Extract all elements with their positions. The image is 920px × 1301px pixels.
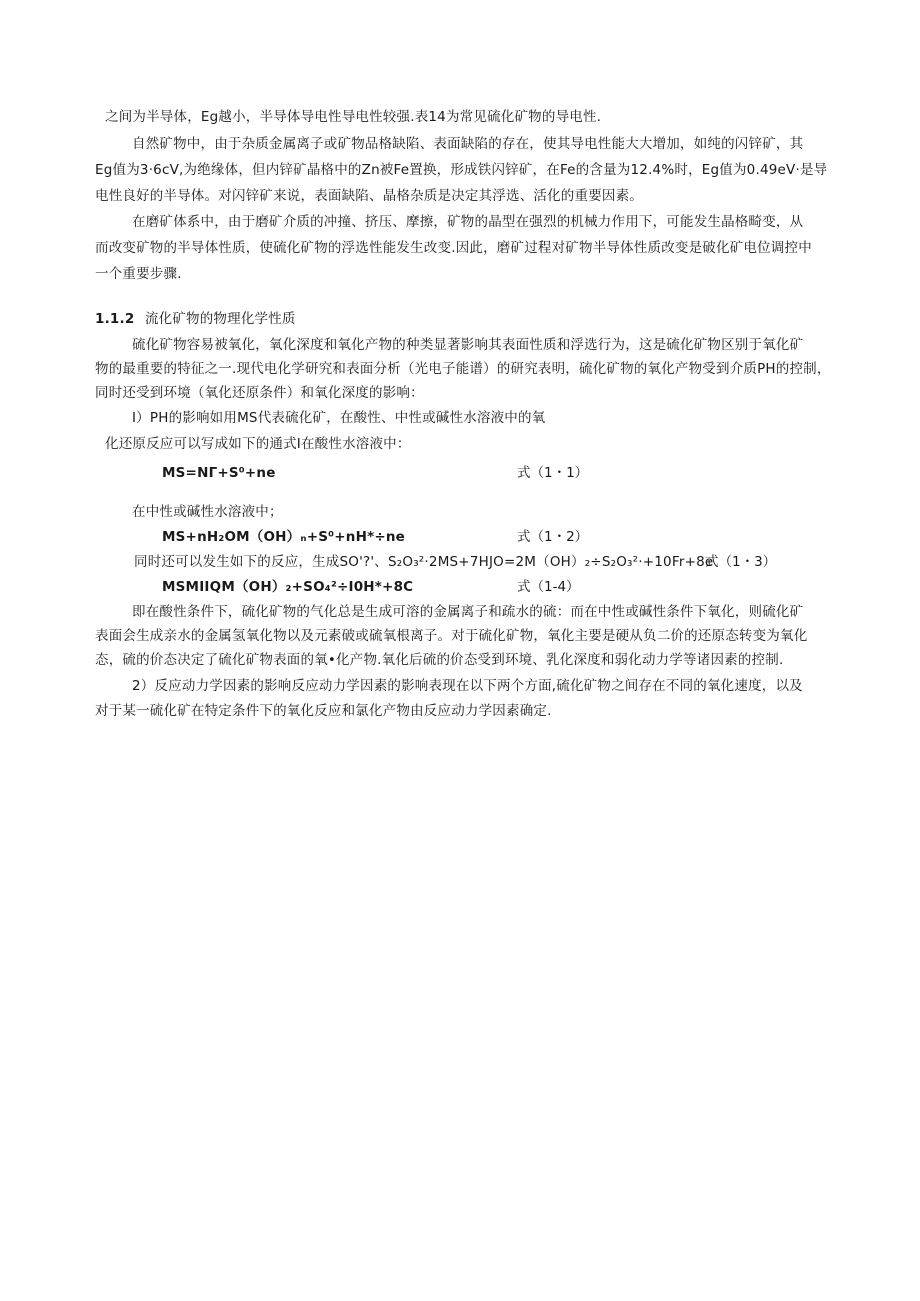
equation-intro: 在中性或碱性水溶液中； <box>132 504 283 520</box>
paragraph-line: 物的最重要的特征之一.现代电化学研究和表面分析（光电子能谱）的研究表明，硫化矿物的氧化产物受到介质PH的控制， <box>95 361 831 377</box>
list-item-line: 化还原反应可以写成如下的通式I在酸性水溶液中： <box>105 436 411 452</box>
equation-1: MS=NΓ+S⁰+ne <box>162 465 276 481</box>
paragraph-line: 硫化矿物容易被氧化，氧化深度和氧化产物的种类显著影响其表面性质和浮选行为，这是硫化矿物区别于氧化矿 <box>132 337 804 353</box>
equation-2-number: 式（1・2） <box>517 529 589 545</box>
paragraph-line: 同时还受到环境（氧化还原条件）和氧化深度的影响： <box>95 385 424 401</box>
paragraph-line: 一个重要步骤. <box>95 266 182 282</box>
equation-3-number: 式（1・3） <box>705 554 777 570</box>
paragraph-line: 之间为半导体，Eg越小，半导体导电性导电性较强.表14为常见硫化矿物的导电性. <box>105 109 602 125</box>
section-title: 流化矿物的物理化学性质 <box>144 311 296 327</box>
paragraph-line: 表面会生成亲水的金属氢氧化物以及元素破或硫氧根离子。对于硫化矿物，氧化主要是硬从负二价的还原态转变为氧化 <box>95 628 808 644</box>
list-item-line: 对于某一硫化矿在特定条件下的氧化反应和氯化产物由反应动力学因素确定. <box>95 703 552 719</box>
list-item-line: 2）反应动力学因素的影响反应动力学因素的影响表现在以下两个方面,硫化矿物之间存在不同的氧化速度，以及 <box>132 678 803 694</box>
paragraph-line: 而改变矿物的半导体性质，使硫化矿物的浮选性能发生改变.因此，磨矿过程对矿物半导体性质改变是破化矿电位调控中 <box>95 240 812 256</box>
equation-4: MSMIIQM（OH）₂+SO₄²÷I0H*+8C <box>162 579 414 595</box>
equation-3: 同时还可以发生如下的反应，生成SO'?'、S₂O₃²·2MS+7HJO=2M（OH）₂÷S₂O₃²·+10Fr+8e <box>134 554 714 570</box>
section-heading <box>95 310 296 328</box>
list-item-line: I）PH的影响如用MS代表硫化矿，在酸性、中性或碱性水溶液中的氧 <box>132 410 546 426</box>
equation-2: MS+nH₂OM（OH）ₙ+S⁰+nH*÷ne <box>162 529 406 545</box>
paragraph-line: 在磨矿体系中，由于磨矿介质的冲撞、挤压、摩擦，矿物的晶型在强烈的机械力作用下，可能发生晶格畸变，从 <box>132 214 804 230</box>
section-number: 1.1.2 <box>95 311 135 327</box>
equation-1-number: 式（1・1） <box>517 465 589 481</box>
paragraph-line: 态，硫的价态决定了硫化矿物表面的氧•化产物.氧化后硫的价态受到环境、乳化深度和弱化动力学等诸因素的控制. <box>95 652 784 668</box>
paragraph-line: 自然矿物中，由于杂质金属离子或矿物品格缺陷、表面缺陷的存在，使其导电性能大大增加，如纯的闪锌矿，其 <box>132 136 804 152</box>
paragraph-line: Eg值为3·6cV,为绝缘体，但内锌矿晶格中的Zn被Fe置换，形成铁闪锌矿，在Fe的含量为12.4%时，Eg值为0.49eV·是导 <box>95 162 828 178</box>
paragraph-line: 即在酸性条件下，硫化矿物的气化总是生成可溶的金属离子和疏水的硫：而在中性或碱性条件下氧化，则硫化矿 <box>132 604 804 620</box>
equation-4-number: 式（1-4） <box>517 579 580 595</box>
paragraph-line: 电性良好的半导体。对闪锌矿来说，表面缺陷、晶格杂质是决定其浮选、活化的重要因素。 <box>95 188 643 204</box>
